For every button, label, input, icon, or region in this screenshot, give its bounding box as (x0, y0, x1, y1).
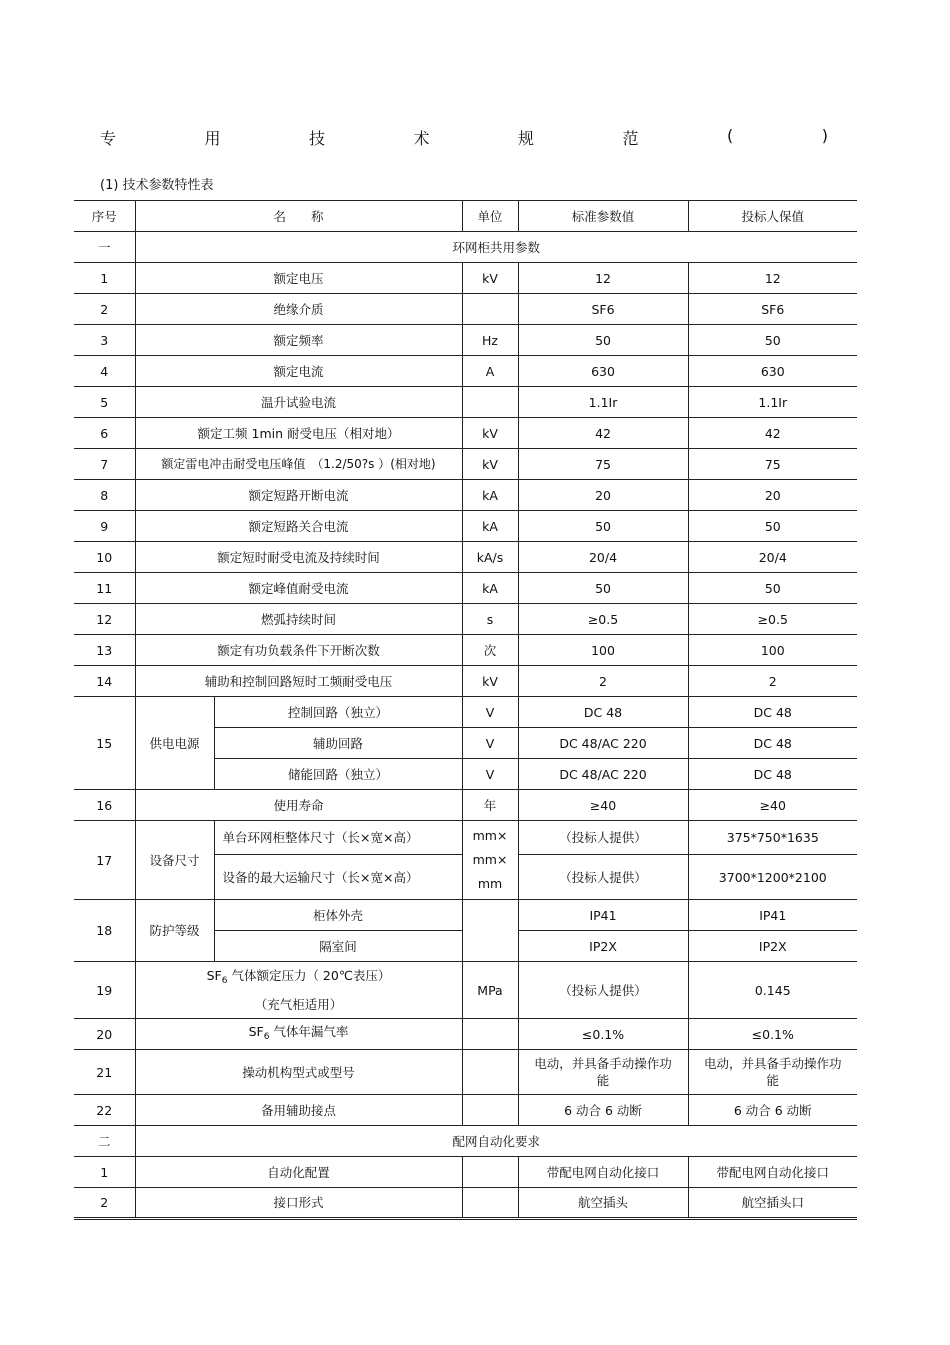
row-no: 21 (74, 1050, 135, 1095)
row-name: 额定短路开断电流 (135, 480, 462, 511)
row-standard: ≥40 (518, 790, 688, 821)
row-name: 辅助和控制回路短时工频耐受电压 (135, 666, 462, 697)
row-bid: DC 48 (688, 697, 857, 728)
row-unit (462, 1095, 518, 1126)
row-unit (462, 1050, 518, 1095)
title-char: 技 (309, 129, 326, 148)
row-bid: 50 (688, 511, 857, 542)
row-name: 使用寿命 (135, 790, 462, 821)
row-unit: kA (462, 480, 518, 511)
header-unit: 单位 (462, 201, 518, 232)
row-no: 2 (74, 294, 135, 325)
header-standard: 标准参数值 (518, 201, 688, 232)
sf-label: SF (248, 1023, 264, 1039)
row-standard: 20/4 (518, 542, 688, 573)
header-no: 序号 (74, 201, 135, 232)
row-standard: DC 48/AC 220 (518, 759, 688, 790)
row-standard: 50 (518, 325, 688, 356)
unit-line: mm× (472, 828, 508, 843)
table-row (74, 387, 857, 418)
section-no: 二 (74, 1126, 135, 1157)
row-standard: DC 48 (518, 697, 688, 728)
row-bid: IP2X (688, 931, 857, 962)
table-row (74, 294, 857, 325)
row-no: 17 (74, 821, 135, 900)
row-name: 接口形式 (135, 1188, 462, 1219)
table-row (74, 635, 857, 666)
row-name: 隔室间 (214, 931, 462, 962)
table-row (74, 1095, 857, 1126)
row-name: 操动机构型式或型号 (135, 1050, 462, 1095)
row-name: 辅助回路 (214, 728, 462, 759)
row-unit: A (462, 356, 518, 387)
table-row (74, 821, 857, 855)
row-name: 备用辅助接点 (135, 1095, 462, 1126)
title-char: 专 (100, 129, 117, 148)
row-unit (462, 1157, 518, 1188)
row-name-line2: （充气柜适用） (254, 996, 343, 1012)
row-standard: 20 (518, 480, 688, 511)
row-unit: 年 (462, 790, 518, 821)
row-standard: ≥0.5 (518, 604, 688, 635)
row-unit (462, 294, 518, 325)
row-name: 温升试验电流 (135, 387, 462, 418)
row-group: 供电电源 (135, 697, 214, 790)
row-bid: 42 (688, 418, 857, 449)
row-unit: V (462, 697, 518, 728)
table-row (74, 573, 857, 604)
row-name: 控制回路（独立） (214, 697, 462, 728)
title-char: ) (821, 126, 828, 145)
row-unit: kA (462, 511, 518, 542)
row-no: 3 (74, 325, 135, 356)
row-name: 绝缘介质 (135, 294, 462, 325)
table-row (74, 1050, 857, 1095)
table-row (74, 356, 857, 387)
row-standard: 2 (518, 666, 688, 697)
row-name: 自动化配置 (135, 1157, 462, 1188)
header-name: 名 称 (135, 201, 462, 232)
row-name-text: 气体额定压力（ 20℃表压） (227, 967, 391, 983)
row-unit: kV (462, 263, 518, 294)
title-char: 规 (518, 129, 535, 148)
row-standard: （投标人提供） (518, 821, 688, 855)
table-row (74, 480, 857, 511)
table-header-row (74, 201, 857, 232)
table-caption: (1) 技术参数特性表 (100, 178, 214, 193)
row-no: 6 (74, 418, 135, 449)
row-name (135, 1019, 462, 1050)
row-bid: SF6 (688, 294, 857, 325)
table-row (74, 1019, 857, 1050)
title-char: 用 (204, 129, 221, 148)
row-name: 额定电流 (135, 356, 462, 387)
row-unit: kA/s (462, 542, 518, 573)
row-no: 9 (74, 511, 135, 542)
section-label: 配网自动化要求 (135, 1126, 857, 1157)
row-standard: （投标人提供） (518, 962, 688, 1019)
row-unit: V (462, 759, 518, 790)
table-row (74, 418, 857, 449)
unit-line: mm× (472, 852, 508, 867)
row-name: 燃弧持续时间 (135, 604, 462, 635)
title-char: 术 (413, 129, 430, 148)
row-group: 防护等级 (135, 900, 214, 962)
row-no: 19 (74, 962, 135, 1019)
row-unit (462, 387, 518, 418)
unit-line: mm (477, 876, 503, 891)
row-bid: 630 (688, 356, 857, 387)
row-bid: 0.145 (688, 962, 857, 1019)
row-unit: kV (462, 418, 518, 449)
row-bid: 75 (688, 449, 857, 480)
row-standard: 42 (518, 418, 688, 449)
row-unit (462, 1188, 518, 1219)
table-row (74, 604, 857, 635)
row-unit: kA (462, 573, 518, 604)
row-unit: 次 (462, 635, 518, 666)
row-name: 额定工频 1min 耐受电压（相对地） (135, 418, 462, 449)
row-name: 额定短路关合电流 (135, 511, 462, 542)
row-unit (462, 821, 518, 900)
table-row (74, 1188, 857, 1219)
row-bid: 航空插头口 (688, 1188, 857, 1219)
row-bid: 375*750*1635 (688, 821, 857, 855)
row-unit: kV (462, 666, 518, 697)
table-row (74, 325, 857, 356)
row-name: 额定短时耐受电流及持续时间 (135, 542, 462, 573)
row-bid: 1.1Ir (688, 387, 857, 418)
row-bid: ≤0.1% (688, 1019, 857, 1050)
row-standard: DC 48/AC 220 (518, 728, 688, 759)
row-standard: 50 (518, 511, 688, 542)
table-row (74, 511, 857, 542)
row-unit (462, 900, 518, 962)
row-no: 22 (74, 1095, 135, 1126)
section-row (74, 1126, 857, 1157)
row-no: 1 (74, 1157, 135, 1188)
row-unit: kV (462, 449, 518, 480)
row-standard: 50 (518, 573, 688, 604)
table-row (74, 666, 857, 697)
row-name-line1 (140, 964, 458, 993)
section-row (74, 232, 857, 263)
row-standard: ≤0.1% (518, 1019, 688, 1050)
row-name: 额定电压 (135, 263, 462, 294)
row-bid: 20 (688, 480, 857, 511)
row-name: 额定有功负载条件下开断次数 (135, 635, 462, 666)
sf-label: SF (206, 967, 222, 983)
title-char: 范 (622, 129, 639, 148)
sf-subscript: 6 (263, 1031, 270, 1042)
table-row (74, 542, 857, 573)
row-standard: 75 (518, 449, 688, 480)
table-row (74, 900, 857, 931)
row-bid: ≥40 (688, 790, 857, 821)
section-no: 一 (74, 232, 135, 263)
row-name: 额定峰值耐受电流 (135, 573, 462, 604)
row-bid: 12 (688, 263, 857, 294)
header-bid: 投标人保值 (688, 201, 857, 232)
row-bid: ≥0.5 (688, 604, 857, 635)
row-no: 4 (74, 356, 135, 387)
page-title (100, 126, 828, 149)
row-no: 15 (74, 697, 135, 790)
row-bid: 50 (688, 573, 857, 604)
row-name: 储能回路（独立） (214, 759, 462, 790)
row-no: 12 (74, 604, 135, 635)
table-row (74, 697, 857, 728)
row-no: 20 (74, 1019, 135, 1050)
row-name: 柜体外壳 (214, 900, 462, 931)
row-no: 16 (74, 790, 135, 821)
row-bid: 20/4 (688, 542, 857, 573)
row-unit: s (462, 604, 518, 635)
row-no: 5 (74, 387, 135, 418)
row-standard: 100 (518, 635, 688, 666)
row-bid: DC 48 (688, 728, 857, 759)
title-char: ( (727, 126, 734, 145)
row-standard: SF6 (518, 294, 688, 325)
row-unit: Hz (462, 325, 518, 356)
row-bid: 电动，并具备手动操作功能 (688, 1050, 857, 1095)
section-label: 环网柜共用参数 (135, 232, 857, 263)
spec-table (74, 200, 857, 1220)
row-bid: 100 (688, 635, 857, 666)
row-no: 11 (74, 573, 135, 604)
row-standard: 带配电网自动化接口 (518, 1157, 688, 1188)
row-no: 7 (74, 449, 135, 480)
row-bid: IP41 (688, 900, 857, 931)
row-unit (462, 1019, 518, 1050)
row-bid: 3700*1200*2100 (688, 855, 857, 900)
row-name: 额定雷电冲击耐受电压峰值 （1.2/50?s ）(相对地) (135, 449, 462, 480)
row-bid: 带配电网自动化接口 (688, 1157, 857, 1188)
table-row (74, 962, 857, 1019)
row-no: 1 (74, 263, 135, 294)
row-name: 额定频率 (135, 325, 462, 356)
table-row (74, 1157, 857, 1188)
row-bid: DC 48 (688, 759, 857, 790)
row-name (135, 962, 462, 1019)
row-unit: MPa (462, 962, 518, 1019)
table-row (74, 449, 857, 480)
row-unit: V (462, 728, 518, 759)
row-standard: 630 (518, 356, 688, 387)
row-bid: 50 (688, 325, 857, 356)
row-no: 14 (74, 666, 135, 697)
row-no: 10 (74, 542, 135, 573)
sf-subscript: 6 (221, 975, 228, 986)
row-standard: IP2X (518, 931, 688, 962)
row-standard: 1.1Ir (518, 387, 688, 418)
table-row (74, 790, 857, 821)
row-standard: 电动，并具备手动操作功能 (518, 1050, 688, 1095)
row-standard: （投标人提供） (518, 855, 688, 900)
row-bid: 2 (688, 666, 857, 697)
row-name-text: 气体年漏气率 (269, 1023, 349, 1039)
row-name: 设备的最大运输尺寸（长×宽×高） (214, 855, 462, 900)
row-no: 13 (74, 635, 135, 666)
table-row (74, 263, 857, 294)
row-no: 18 (74, 900, 135, 962)
row-group: 设备尺寸 (135, 821, 214, 900)
row-no: 8 (74, 480, 135, 511)
row-standard: 6 动合 6 动断 (518, 1095, 688, 1126)
row-standard: 航空插头 (518, 1188, 688, 1219)
row-standard: 12 (518, 263, 688, 294)
row-standard: IP41 (518, 900, 688, 931)
row-no: 2 (74, 1188, 135, 1219)
row-bid: 6 动合 6 动断 (688, 1095, 857, 1126)
row-name: 单台环网柜整体尺寸（长×宽×高） (214, 821, 462, 855)
